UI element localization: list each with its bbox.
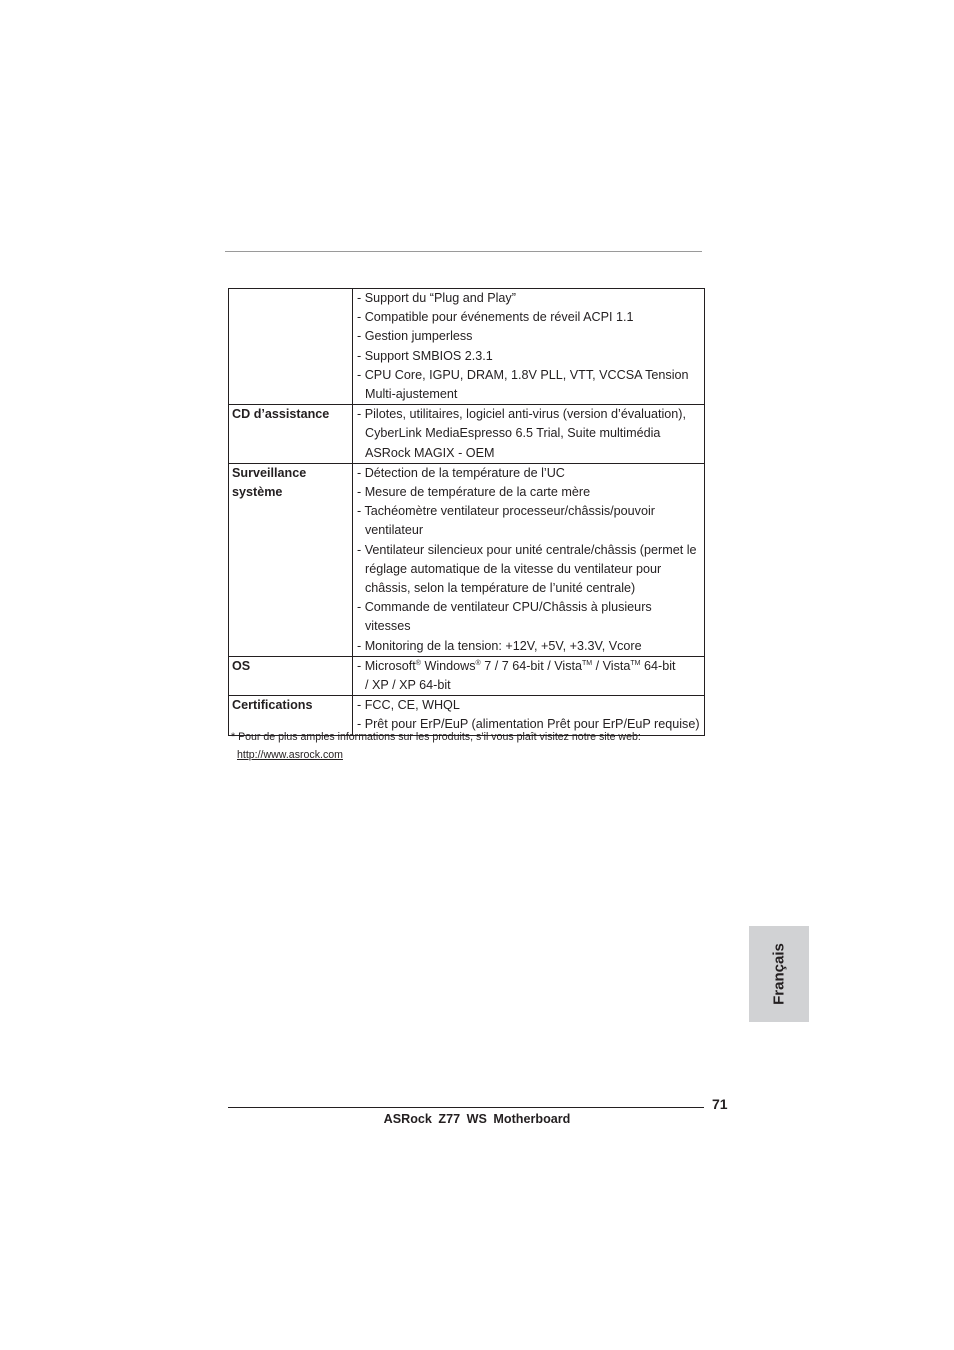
page-number: 71 — [712, 1096, 728, 1112]
spec-line: - Monitoring de la tension: +12V, +5V, +3.3V, Vcore — [357, 638, 642, 653]
spec-line: - Gestion jumperless — [357, 329, 473, 344]
os-line — [357, 657, 704, 676]
row-label-line: système — [232, 485, 283, 500]
table-row — [229, 405, 705, 464]
top-divider — [225, 251, 702, 252]
registered-mark: ® — [415, 659, 421, 667]
language-tab — [749, 926, 809, 1022]
spec-line: - Compatible pour événements de réveil ACPI 1.1 — [357, 310, 634, 325]
registered-mark: ® — [475, 659, 481, 667]
row-label — [229, 463, 353, 656]
footnote-text: * Pour de plus amples informations sur les produits, s’il vous plaît visitez notre site web: — [231, 731, 641, 743]
spec-line: - FCC, CE, WHQL — [357, 698, 460, 713]
spec-line: - Tachéomètre ventilateur processeur/châssis/pouvoir — [357, 504, 655, 519]
spec-line: - Support du “Plug and Play” — [357, 291, 516, 305]
table-row — [229, 463, 705, 656]
os-text: 64-bit — [640, 658, 676, 673]
row-content — [353, 463, 705, 656]
os-text: 7 / 7 64-bit / Vista — [480, 658, 582, 673]
os-text: Windows — [420, 658, 476, 673]
table-row — [229, 656, 705, 695]
specifications-table — [228, 288, 705, 736]
row-label-line: Surveillance — [232, 465, 307, 480]
spec-line: - Mesure de température de la carte mère — [357, 485, 591, 500]
spec-line: ASRock MAGIX - OEM — [365, 445, 495, 460]
spec-line: réglage automatique de la vitesse du ventilateur pour — [365, 561, 662, 576]
spec-line: / XP / XP 64-bit — [365, 678, 451, 693]
spec-line: vitesses — [365, 619, 411, 634]
row-label: Certifications — [229, 696, 353, 735]
footer-title: ASRock Z77 WS Motherboard — [383, 1112, 571, 1126]
row-content — [353, 405, 705, 464]
os-text: / Vista — [592, 658, 631, 673]
footer-divider — [228, 1107, 704, 1108]
spec-line: châssis, selon la température de l’unité centrale) — [365, 581, 636, 596]
language-tab-label: Français — [770, 943, 788, 1005]
row-content — [353, 656, 705, 695]
row-label: OS — [229, 656, 353, 695]
spec-line: - Détection de la température de l’UC — [357, 465, 565, 480]
asrock-website-link[interactable]: http://www.asrock.com — [237, 749, 343, 761]
spec-line: - CPU Core, IGPU, DRAM, 1.8V PLL, VTT, VCCSA Tension — [357, 367, 689, 382]
spec-line: Multi-ajustement — [365, 387, 458, 402]
trademark-mark: TM — [630, 659, 641, 667]
row-label — [229, 289, 353, 405]
spec-line: CyberLink MediaEspresso 6.5 Trial, Suite multimédia — [365, 426, 661, 441]
spec-line: - Ventilateur silencieux pour unité centrale/châssis (permet le — [357, 542, 697, 557]
row-label: CD d’assistance — [229, 405, 353, 464]
spec-line: - Prêt pour ErP/EuP (alimentation Prêt pour ErP/EuP requise) — [357, 717, 700, 732]
spec-line: ventilateur — [365, 523, 424, 538]
spec-line: - Support SMBIOS 2.3.1 — [357, 348, 493, 363]
spec-line: - Pilotes, utilitaires, logiciel anti-virus (version d’évaluation), — [357, 407, 686, 422]
spec-line: - Commande de ventilateur CPU/Châssis à plusieurs — [357, 600, 652, 615]
os-text: - Microsoft — [357, 658, 416, 673]
row-content — [353, 289, 705, 405]
table-row — [229, 289, 705, 405]
trademark-mark: TM — [582, 659, 593, 667]
